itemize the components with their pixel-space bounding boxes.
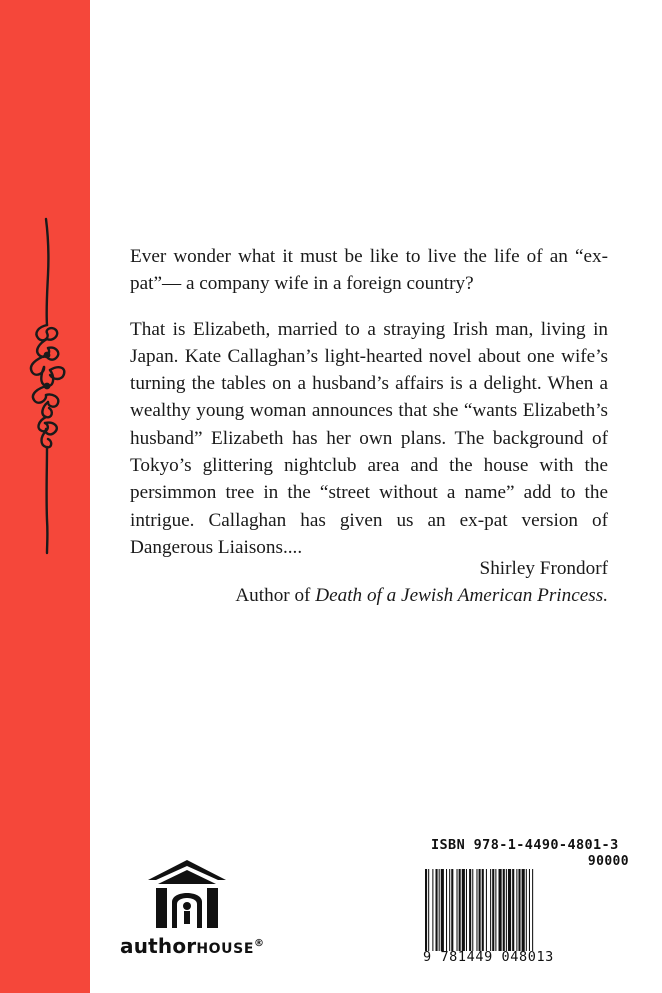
price-code: 90000: [587, 854, 629, 869]
publisher-name: [120, 934, 264, 958]
publisher-name-lower: author: [120, 934, 197, 958]
reviewer-name: Shirley Frondorf: [479, 558, 608, 579]
barcode-bars-icon: [423, 869, 629, 951]
reviewer-credit: [235, 582, 608, 609]
ean-digits: 9 781449 048013: [423, 949, 554, 965]
isbn-number: ISBN 978-1-4490-4801-3: [431, 837, 619, 853]
blurb-paragraph-2: That is Elizabeth, married to a straying Irish man, living in Japan. Kate Callaghan’s light-hearted novel about one wife’s turning the tables on a husband’s affairs is a delight. When a wealthy young woman announces that she “wants Elizabeth’s husband” Elizabeth has her own plans. The background of Tokyo’s glittering nightclub area and the house with the persimmon tree in the “street without a name” add to the intrigue. Callaghan has given us an ex-pat version of Dangerous Liaisons....: [130, 318, 608, 558]
publisher-logo: [120, 858, 280, 958]
back-cover-blurb: [130, 243, 608, 579]
authorhouse-logo-icon: [146, 858, 228, 930]
knot-ornament-icon: [20, 215, 72, 555]
red-side-strip: [0, 0, 90, 993]
reviewer-book-title: Death of a Jewish American Princess.: [315, 585, 608, 606]
publisher-name-upper: HOUSE: [196, 941, 254, 957]
reviewer-credit-prefix: Author of: [235, 585, 316, 606]
blurb-paragraph-1: Ever wonder what it must be like to live the life of an “ex-pat”— a company wife in a foreign country?: [130, 246, 608, 295]
registered-mark: ®: [253, 938, 265, 949]
review-attribution: [235, 555, 608, 609]
isbn-barcode: [423, 835, 629, 970]
